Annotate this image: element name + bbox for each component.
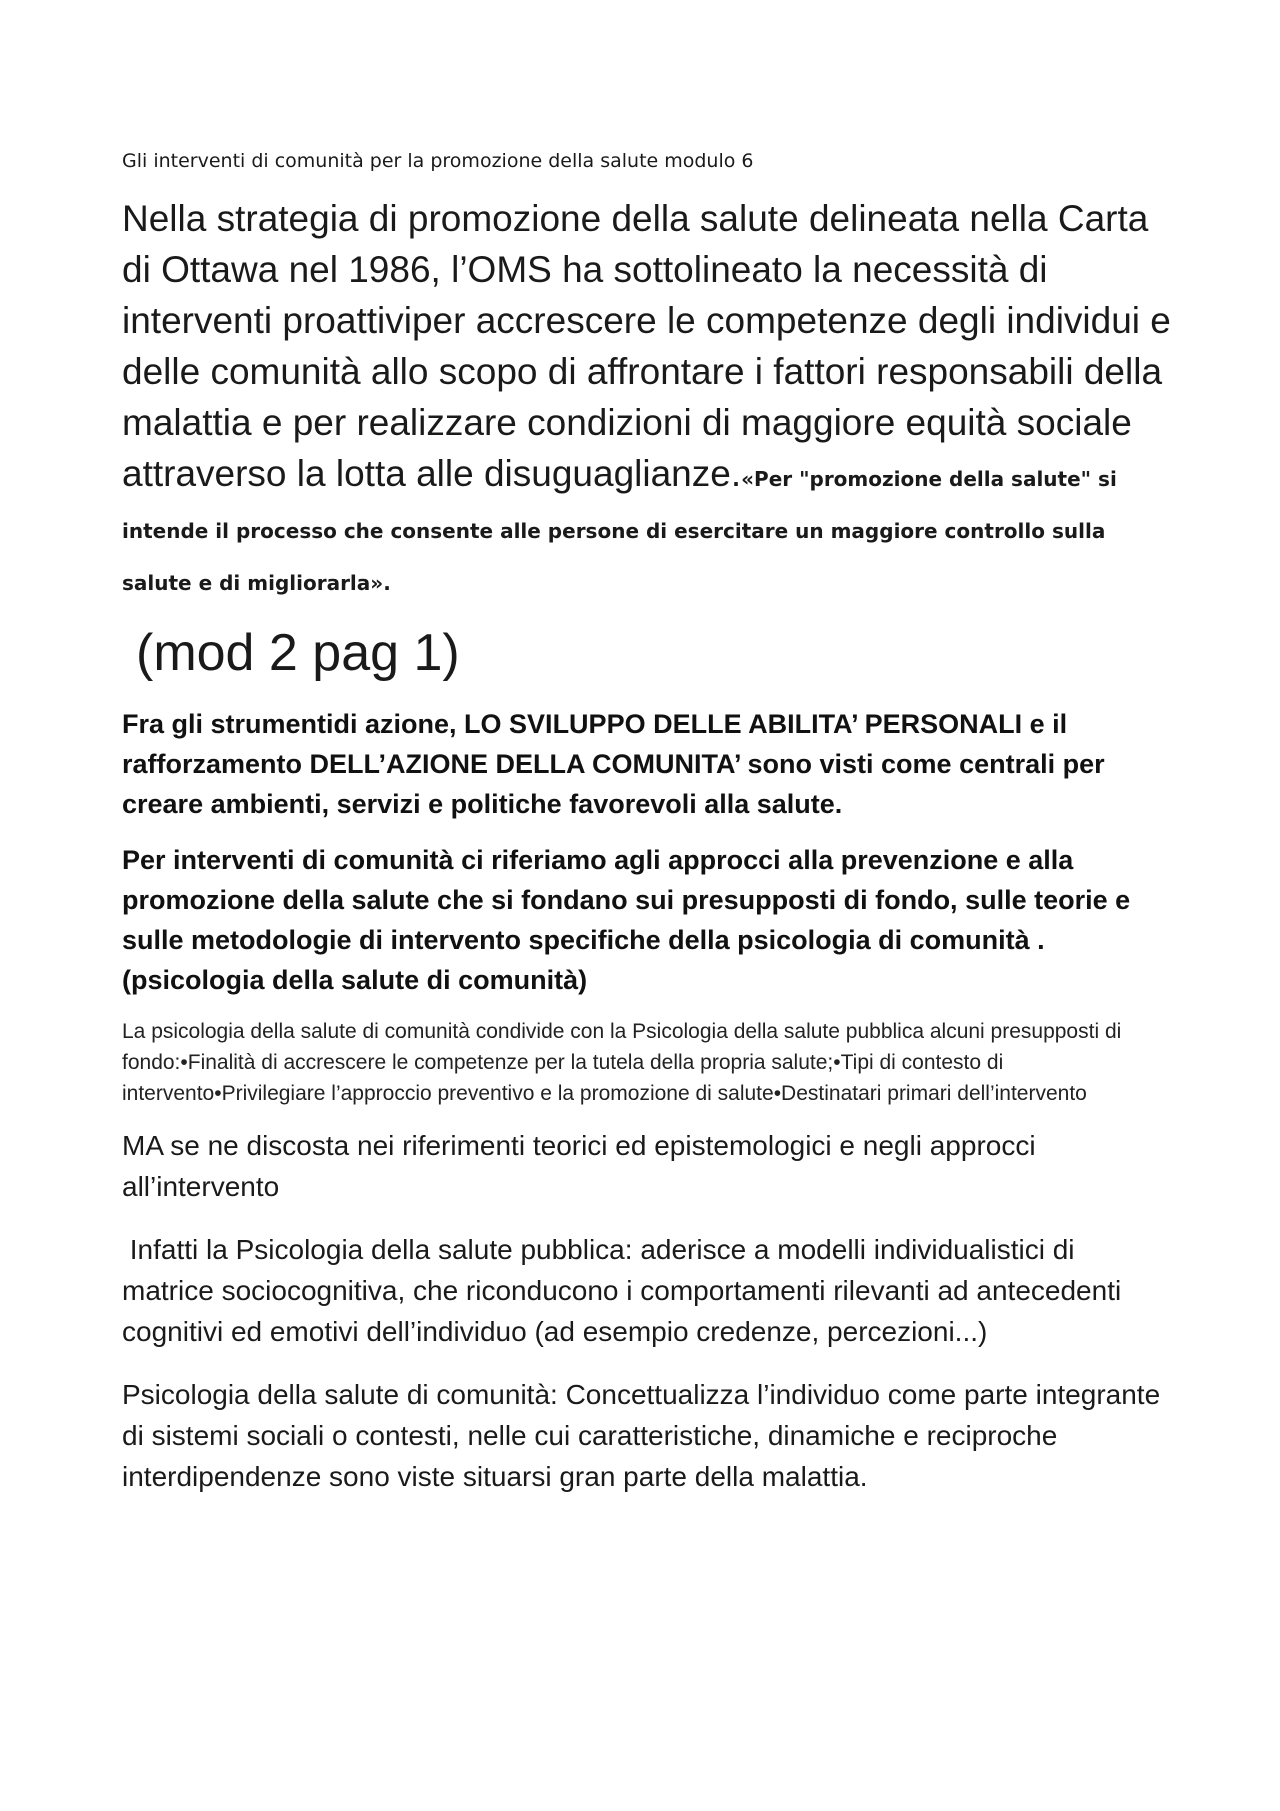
- module-reference: (mod 2 pag 1): [136, 623, 460, 682]
- bold-paragraph-interventions: Per interventi di comunità ci riferiamo agli approcci alla prevenzione e alla promozione della salute che si fondano sui presupposti di fondo, sulle teorie e sulle metodologie di intervento specifiche della psicologia di comunità . (psicologia della salute di comunità): [122, 845, 1131, 996]
- paragraph-community-health: Psicologia della salute di comunità: Concettualizza l’individuo come parte integrante di sistemi sociali o contesti, nelle cui caratteristiche, dinamiche e reciproche interdipendenze sono viste situarsi gran parte della malattia.: [122, 1379, 1161, 1493]
- paragraph-differences: MA se ne discosta nei riferimenti teorici ed epistemologici e negli approcci all’intervento: [122, 1130, 1036, 1203]
- small-paragraph-assumptions: La psicologia della salute di comunità condivide con la Psicologia della salute pubblica alcuni presupposti di fondo:•Finalità di accrescere le competenze per la tutela della propria salute;•Tipi di contesto di intervento•Privilegiare l’approccio preventivo e la promozione di salute•Destinatari primari dell’intervento: [122, 1020, 1122, 1106]
- health-promotion-quote: «Per "promozione della salute" si intende il processo che consente alle persone di esercitare un maggiore controllo sulla salute e di migliorarla».: [122, 466, 1117, 595]
- intro-last-word: disuguaglianze.: [483, 452, 742, 494]
- paragraph-public-health: Infatti la Psicologia della salute pubblica: aderisce a modelli individualistici di matrice sociocognitiva, che riconducono i comportamenti rilevanti ad antecedenti cognitivi ed emotivi dell’individuo (ad esempio credenze, percezioni...): [122, 1234, 1129, 1348]
- intro-text: Nella strategia di promozione della salute delineata nella Carta di Ottawa nel 1986, l’OMS ha sottolineato la necessità di interventi proattiviper accrescere le competenze degli individui e delle comunità allo scopo di affrontare i fattori responsabili della malattia e per realizzare condizioni di maggiore equità sociale attraverso la lotta alle: [122, 197, 1171, 494]
- document-content: [122, 150, 1172, 1519]
- bold-paragraph-tools: Fra gli strumentidi azione, LO SVILUPPO DELLE ABILITA’ PERSONALI e il rafforzamento DELL’AZIONE DELLA COMUNITA’ sono visti come centrali per creare ambienti, servizi e politiche favorevoli alla salute.: [122, 709, 1105, 820]
- document-header: Gli interventi di comunità per la promozione della salute modulo 6: [122, 150, 754, 172]
- intro-paragraph: [122, 193, 1172, 604]
